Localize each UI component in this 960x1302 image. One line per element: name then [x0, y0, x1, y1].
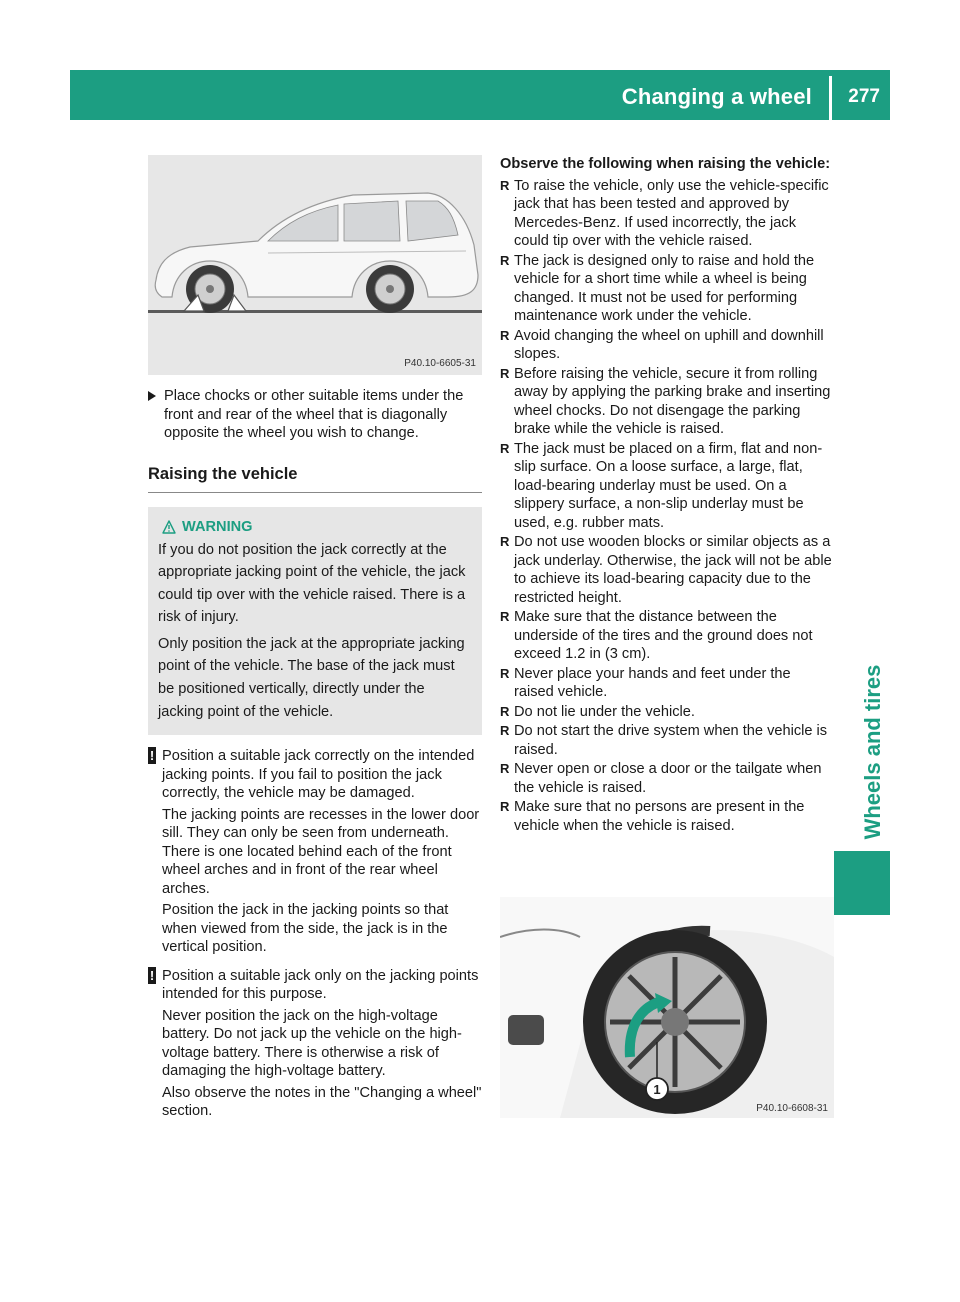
list-item: R Make sure that no persons are present in the vehicle when the vehicle is raised. [500, 798, 834, 835]
precaution-list [500, 177, 834, 836]
notice-paragraph: Position a suitable jack correctly on the intended jacking points. If you fail to position the jack correctly, the vehicle may be damaged. [162, 748, 475, 802]
side-tab-label: Wheels and tires [860, 664, 885, 840]
left-column [148, 155, 482, 1121]
warning-label: WARNING [182, 518, 253, 535]
notice-block [148, 747, 482, 957]
list-item: R Avoid changing the wheel on uphill and downhill slopes. [500, 327, 834, 364]
exclamation-icon: ! [149, 748, 155, 764]
exclamation-icon: ! [149, 967, 155, 983]
warning-box [148, 507, 482, 736]
list-item: R The jack is designed only to raise and hold the vehicle for a short time while a wheel is being changed. It must not be used for performing maintenance work under the vehicle. [500, 252, 834, 326]
list-item: R Make sure that the distance between the underside of the tires and the ground does not exceed 1.2 in (3 cm). [500, 608, 834, 664]
warning-header [162, 519, 474, 535]
list-item: R Do not lie under the vehicle. [500, 703, 834, 722]
warning-triangle-icon [162, 520, 176, 534]
side-tab [856, 664, 890, 840]
figure-code: P40.10-6605-31 [404, 358, 476, 369]
notice-paragraph: The jacking points are recesses in the lower door sill. They can only be seen from underneath. There is one located behind each of the front wheel arches and in front of the rear wheel arches. [162, 806, 480, 897]
header-divider [829, 76, 832, 120]
notice-paragraph: Never position the jack on the high-voltage battery. Do not jack up the vehicle on the high-voltage battery. There is otherwise a risk of damaging the high-voltage battery. [162, 1007, 462, 1080]
list-item: R Before raising the vehicle, secure it from rolling away by applying the parking brake and inserting wheel chocks. Do not disengage the parking brake while the vehicle is raised. [500, 365, 834, 439]
arrow-icon [148, 391, 156, 401]
notice-paragraph: Position a suitable jack only on the jacking points intended for this purpose. [162, 967, 479, 1003]
instruction-text: Place chocks or other suitable items under the front and rear of the wheel that is diagonally opposite the wheel you wish to change. [164, 388, 464, 441]
instruction-step [148, 387, 482, 443]
notice-paragraph: Position the jack in the jacking points so that when viewed from the side, the jack is in the vertical position. [162, 902, 449, 956]
list-item: R Never open or close a door or the tailgate when the vehicle is raised. [500, 760, 834, 797]
header-title: Changing a wheel [621, 84, 812, 109]
notice-paragraph: Also observe the notes in the "Changing a wheel" section. [162, 1084, 482, 1120]
observe-heading: Observe the following when raising the vehicle: [500, 156, 831, 172]
header-bar [70, 70, 890, 120]
list-item: R Do not use wooden blocks or similar objects as a jack underlay. Otherwise, the jack will not be able to achieve its load-bearing capacity due to the restricted height. [500, 533, 834, 607]
car-side-figure [148, 155, 482, 375]
wheel-jack-figure [500, 897, 834, 1118]
page-number: 277 [848, 86, 880, 107]
notice-block [148, 967, 482, 1121]
warning-paragraph: If you do not position the jack correctly at the appropriate jacking point of the vehicle, the jack could tip over with the vehicle raised. There is a risk of injury. [158, 541, 466, 626]
car-illustration [148, 155, 482, 375]
right-column [500, 155, 834, 836]
figure-code: P40.10-6608-31 [756, 1103, 828, 1114]
side-tab-marker [834, 851, 890, 915]
warning-paragraph: Only position the jack at the appropriate jacking point of the vehicle. The base of the jack must be positioned vertically, directly under the jacking point of the vehicle. [158, 635, 465, 720]
list-item: R Never place your hands and feet under the raised vehicle. [500, 665, 834, 702]
wheel-jack-illustration [500, 897, 834, 1118]
section-title: Raising the vehicle [148, 465, 482, 493]
list-item: R To raise the vehicle, only use the vehicle-specific jack that has been tested and approved by Mercedes-Benz. If used incorrectly, the jack could tip over with the vehicle raised. [500, 177, 834, 251]
list-item: R The jack must be placed on a firm, flat and non-slip surface. On a loose surface, a large, flat, load-bearing underlay must be used. On a slippery surface, a non-slip underlay must be used, e.g. rubber mats. [500, 440, 834, 533]
callout-number: 1 [653, 1082, 661, 1097]
list-item: R Do not start the drive system when the vehicle is raised. [500, 722, 834, 759]
